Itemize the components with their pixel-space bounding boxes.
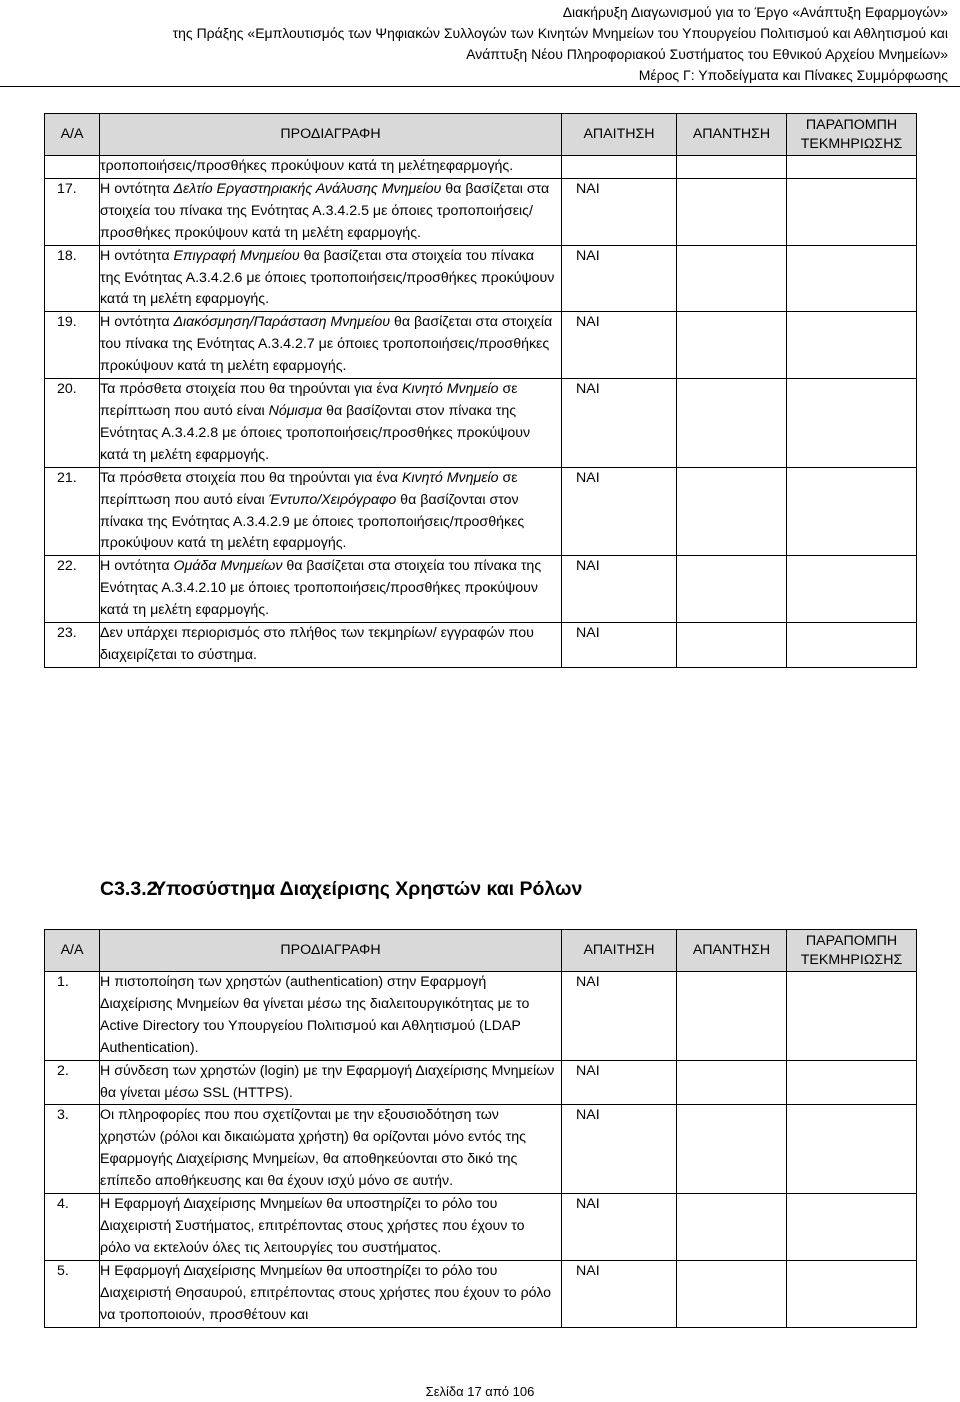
- row-reference-cell[interactable]: [787, 1105, 917, 1194]
- spec-text: Η οντότητα: [100, 247, 174, 264]
- spec-text: Η πιστοποίηση των χρηστών (authentication) στην Εφαρμογή Διαχείρισης Μνημείων θα γίνεται μέσω της διαλειτουργικότητας με το Active Directory του Υπουργείου Πολιτισμού και Αθλητισμού (LDAP Authentication).: [100, 974, 530, 1056]
- spec-text: εφαρμογής.: [439, 158, 514, 174]
- spec-entity-name: Ομάδα Μνημείων: [173, 558, 283, 575]
- col-header-reference-line2: ΤΕΚΜΗΡΙΩΣΗΣ: [800, 135, 903, 152]
- row-requirement: ΝΑΙ: [562, 467, 677, 556]
- col-header-spec: ΠΡΟΔΙΑΓΡΑΦΗ: [100, 930, 562, 972]
- row-specification: [100, 1060, 562, 1105]
- row-reference-cell[interactable]: [787, 178, 917, 245]
- header-line-3: Ανάπτυξη Νέου Πληροφοριακού Συστήματος του Εθνικού Αρχείου Μνημείων»: [466, 46, 948, 62]
- spec-text: θα βασίζονται στον πίνακα της Ενότητας Α.3.4.2.9 με όποιες τροποποιήσεις/προσθήκες προκύψουν κατά τη μελέτη εφαρμογής.: [100, 491, 525, 552]
- spec-text: θα βασίζεται στα στοιχεία του πίνακα της Ενότητας Α.3.4.2.10 με όποιες τροποποιήσεις/προσθήκες προκύψουν κατά τη μελέτη εφαρμογής.: [100, 558, 542, 619]
- row-answer-cell[interactable]: [677, 1194, 787, 1261]
- spec-text: Η οντότητα: [100, 314, 174, 331]
- spec-text: Η οντότητα: [100, 558, 174, 575]
- col-header-reference-line1: ΠΑΡΑΠΟΜΠΗ: [805, 932, 898, 949]
- header-line-4: Μέρος Γ: Υποδείγματα και Πίνακες Συμμόρφωσης: [638, 67, 948, 83]
- compliance-table-1: [44, 113, 917, 668]
- col-header-reference-line2: ΤΕΚΜΗΡΙΩΣΗΣ: [800, 951, 903, 968]
- spec-entity-name: Διακόσμηση/Παράσταση Μνημείου: [173, 314, 391, 331]
- table-row: [45, 623, 917, 668]
- row-number: 18.: [45, 245, 100, 312]
- col-header-spec: ΠΡΟΔΙΑΓΡΑΦΗ: [100, 114, 562, 156]
- row-answer-cell[interactable]: [677, 556, 787, 623]
- spec-text: Τα πρόσθετα στοιχεία που θα τηρούνται για ένα: [100, 381, 402, 398]
- row-reference-cell[interactable]: [787, 312, 917, 379]
- table-header-row: [45, 930, 917, 972]
- row-number: 2.: [45, 1060, 100, 1105]
- row-requirement: ΝΑΙ: [562, 178, 677, 245]
- table-header-row: [45, 114, 917, 156]
- table-row: [45, 178, 917, 245]
- table-row: [45, 1105, 917, 1194]
- row-reference-cell[interactable]: [787, 556, 917, 623]
- row-answer-cell[interactable]: [677, 1105, 787, 1194]
- row-specification: [100, 972, 562, 1061]
- row-requirement: ΝΑΙ: [562, 972, 677, 1061]
- header-line-2: της Πράξης «Εμπλουτισμός των Ψηφιακών Συλλογών των Κινητών Μνημείων του Υπουργείου Πολιτισμού και Αθλητισμού και: [172, 25, 948, 41]
- row-number: 5.: [45, 1260, 100, 1327]
- spec-text: θα βασίζεται στα στοιχεία του πίνακα της Ενότητας Α.3.4.2.5 με όποιες τροποποιήσεις/προσθήκες προκύψουν κατά τη μελέτη εφαρμογής.: [100, 180, 550, 241]
- row-specification: [100, 178, 562, 245]
- row-specification: [100, 379, 562, 468]
- document-header: [173, 2, 948, 86]
- row-number: 4.: [45, 1194, 100, 1261]
- table-body: [45, 972, 917, 1328]
- row-specification: [100, 312, 562, 379]
- row-reference-cell[interactable]: [787, 623, 917, 668]
- row-answer-cell[interactable]: [677, 623, 787, 668]
- page-footer: Σελίδα 17 από 106: [425, 1384, 535, 1399]
- row-reference-cell[interactable]: [787, 1194, 917, 1261]
- col-header-reference-line1: ΠΑΡΑΠΟΜΠΗ: [805, 116, 898, 133]
- row-number: 22.: [45, 556, 100, 623]
- row-answer-cell[interactable]: [677, 972, 787, 1061]
- table-row: [45, 1194, 917, 1261]
- col-header-answer: ΑΠΑΝΤΗΣΗ: [677, 114, 787, 156]
- row-requirement: ΝΑΙ: [562, 379, 677, 468]
- col-header-aa: Α/Α: [45, 114, 100, 156]
- table-row: [45, 556, 917, 623]
- table-row: [45, 312, 917, 379]
- row-number: 1.: [45, 972, 100, 1061]
- spec-text: Δεν υπάρχει περιορισμός στο πλήθος των τεκμηρίων/ εγγραφών που διαχειρίζεται το σύστημα.: [100, 625, 534, 663]
- spec-entity-name: Δελτίο Εργαστηριακής Ανάλυσης Μνημείου: [173, 180, 442, 197]
- row-number: 17.: [45, 178, 100, 245]
- row-specification: [100, 245, 562, 312]
- compliance-table-2: [44, 929, 917, 1328]
- row-reference-cell[interactable]: [787, 245, 917, 312]
- row-specification: [100, 156, 562, 179]
- col-header-reference: [787, 930, 917, 972]
- col-header-requirement: ΑΠΑΙΤΗΣΗ: [562, 114, 677, 156]
- table-row: [45, 1260, 917, 1327]
- spec-entity-name: Έντυπο/Χειρόγραφο: [268, 491, 397, 508]
- row-reference-cell[interactable]: [787, 972, 917, 1061]
- spec-entity-name: Επιγραφή Μνημείου: [173, 247, 300, 264]
- row-requirement: ΝΑΙ: [562, 1194, 677, 1261]
- table-body: [45, 156, 917, 668]
- row-reference-cell[interactable]: [787, 1060, 917, 1105]
- spec-entity-name: Νόμισμα: [268, 402, 323, 419]
- row-specification: [100, 467, 562, 556]
- row-number: 19.: [45, 312, 100, 379]
- table-row: [45, 467, 917, 556]
- row-reference-cell[interactable]: [787, 379, 917, 468]
- row-reference-cell[interactable]: [787, 1260, 917, 1327]
- row-requirement: [562, 156, 677, 179]
- table-row: [45, 245, 917, 312]
- row-answer-cell[interactable]: [677, 467, 787, 556]
- spec-text: θα βασίζεται στα στοιχεία του πίνακα της Ενότητας Α.3.4.2.7 με όποιες τροποποιήσεις/προσθήκες προκύψουν κατά τη μελέτη εφαρμογής.: [100, 314, 553, 375]
- row-answer-cell[interactable]: [677, 1060, 787, 1105]
- row-requirement: ΝΑΙ: [562, 245, 677, 312]
- row-answer-cell[interactable]: [677, 245, 787, 312]
- spec-text: Οι πληροφορίες που που σχετίζονται με την εξουσιοδότηση των χρηστών (ρόλοι και δικαιώματα χρήστη) θα ορίζονται μόνο εντός της Εφαρμογής Διαχείρισης Μνημείων, θα αποθηκεύονται στο δικό της επίπεδο αποθήκευσης και θα έχουν ισχύ μόνο σε αυτήν.: [100, 1107, 526, 1190]
- spec-text: θα βασίζονται στον πίνακα της Ενότητας Α.3.4.2.8 με όποιες τροποποιήσεις/προσθήκες προκύψουν κατά τη μελέτη εφαρμογής.: [100, 402, 531, 463]
- row-number: 21.: [45, 467, 100, 556]
- table-row: [45, 1060, 917, 1105]
- row-reference-cell[interactable]: [787, 467, 917, 556]
- row-specification: [100, 1260, 562, 1327]
- row-answer-cell[interactable]: [677, 178, 787, 245]
- row-answer-cell[interactable]: [677, 156, 787, 179]
- spec-text: Η οντότητα: [100, 180, 174, 197]
- header-divider: [0, 86, 960, 87]
- row-requirement: ΝΑΙ: [562, 623, 677, 668]
- row-number: 23.: [45, 623, 100, 668]
- spec-text: Η Εφαρμογή Διαχείρισης Μνημείων θα υποστηρίζει το ρόλο του Διαχειριστή Θησαυρού, επιτρέποντας στους χρήστες που έχουν το ρόλο να τροποποιούν, προσθέτουν και: [100, 1262, 552, 1323]
- row-requirement: ΝΑΙ: [562, 312, 677, 379]
- row-answer-cell[interactable]: [677, 379, 787, 468]
- header-line-1: Διακήρυξη Διαγωνισμού για το Έργο «Ανάπτυξη Εφαρμογών»: [562, 4, 948, 20]
- row-reference-cell[interactable]: [787, 156, 917, 179]
- row-answer-cell[interactable]: [677, 312, 787, 379]
- spec-entity-name: Κινητό Μνημείο: [401, 381, 499, 398]
- row-number: 3.: [45, 1105, 100, 1194]
- section-heading: [100, 878, 582, 901]
- row-requirement: ΝΑΙ: [562, 1260, 677, 1327]
- section-title-text: Υποσύστημα Διαχείρισης Χρηστών και Ρόλων: [153, 878, 583, 900]
- spec-text: Η σύνδεση των χρηστών (login) με την Εφαρμογή Διαχείρισης Μνημείων θα γίνεται μέσω SSL (HTTPS).: [100, 1062, 555, 1101]
- spec-text: σε περίπτωση που αυτό είναι: [100, 381, 518, 419]
- row-number: 20.: [45, 379, 100, 468]
- row-requirement: ΝΑΙ: [562, 1060, 677, 1105]
- table-row: [45, 972, 917, 1061]
- spec-text: Τα πρόσθετα στοιχεία που θα τηρούνται για ένα: [100, 469, 402, 486]
- spec-text: Η Εφαρμογή Διαχείρισης Μνημείων θα υποστηρίζει το ρόλο του Διαχειριστή Συστήματος, επιτρέποντας στους χρήστες που έχουν το ρόλο να εκτελούν όλες τις λειτουργίες του συστήματος.: [100, 1196, 525, 1256]
- spec-entity-name: Κινητό Μνημείο: [401, 469, 499, 486]
- col-header-answer: ΑΠΑΝΤΗΣΗ: [677, 930, 787, 972]
- row-requirement: ΝΑΙ: [562, 556, 677, 623]
- col-header-reference: [787, 114, 917, 156]
- row-specification: [100, 1194, 562, 1261]
- row-specification: [100, 556, 562, 623]
- row-number: [45, 156, 100, 179]
- row-requirement: ΝΑΙ: [562, 1105, 677, 1194]
- col-header-requirement: ΑΠΑΙΤΗΣΗ: [562, 930, 677, 972]
- section-number: C3.3.2: [100, 878, 158, 900]
- table-row: [45, 379, 917, 468]
- row-answer-cell[interactable]: [677, 1260, 787, 1327]
- spec-text: τροποποιήσεις/προσθήκες προκύψουν κατά τη μελέτη: [100, 158, 440, 174]
- col-header-aa: Α/Α: [45, 930, 100, 972]
- table-row: [45, 156, 917, 179]
- spec-text: θα βασίζεται στα στοιχεία του πίνακα της Ενότητας Α.3.4.2.6 με όποιες τροποποιήσεις/προσθήκες προκύψουν κατά τη μελέτη εφαρμογής.: [100, 247, 555, 308]
- row-specification: [100, 1105, 562, 1194]
- row-specification: [100, 623, 562, 668]
- spec-text: σε περίπτωση που αυτό είναι: [100, 469, 518, 508]
